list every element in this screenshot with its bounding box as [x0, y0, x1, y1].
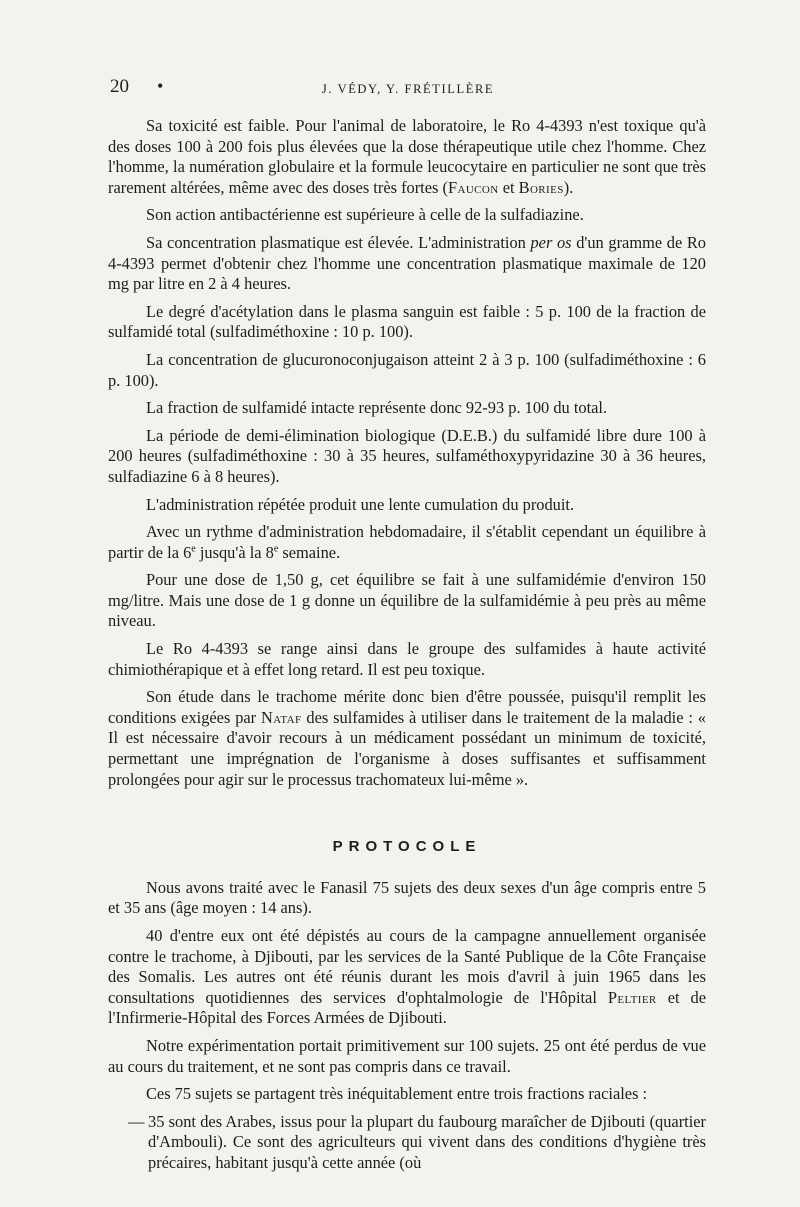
- body-text: [108, 116, 706, 1174]
- paragraph-lost-to-follow-up: Notre expérimentation portait primitivement sur 100 sujets. 25 ont été perdus de vue au cours du traitement, et ne sont pas compris dans ce travail.: [108, 1035, 706, 1076]
- paragraph-subjects: Nous avons traité avec le Fanasil 75 sujets des deux sexes d'un âge compris entre 5 et 35 ans (âge moyen : 14 ans).: [108, 877, 706, 918]
- author-name: Bories: [518, 177, 564, 197]
- paragraph-toxicity: Sa toxicité est faible. Pour l'animal de laboratoire, le Ro 4-4393 n'est toxique qu'à des doses 100 à 200 fois plus élevées que la dose thérapeutique utile chez l'homme. Chez l'homme, la numération globulaire et la formule leucocytaire en particulier ne sont que très rarement altérées, même avec des doses très fortes (Faucon et Bories).: [108, 116, 706, 197]
- paragraph-cumulation: L'administration répétée produit une lente cumulation du produit.: [146, 494, 575, 514]
- paragraph-racial-fractions: Ces 75 sujets se partagent très inéquitablement entre trois fractions raciales :: [146, 1084, 648, 1104]
- hospital-name: Peltier: [607, 987, 657, 1007]
- header-bullet: •: [157, 76, 164, 96]
- paragraph-recruitment: 40 d'entre eux ont été dépistés au cours de la campagne annuellement organisée contre le trachome, à Djibouti, par les services de la Santé Publique de la Côte Française des Somalis. Les autres ont été réunis durant les mois d'avril à juin 1965 dans les consultations quotidiennes des services d'ophtalmologie de l'Hôpital Peltier et de l'Infirmerie-Hôpital des Forces Armées de Djibouti.: [108, 926, 706, 1028]
- paragraph-antibacterial: Son action antibactérienne est supérieure à celle de la sulfadiazine.: [146, 205, 584, 225]
- author-name: Faucon: [447, 177, 499, 197]
- paragraph-acetylation: Le degré d'acétylation dans le plasma sanguin est faible : 5 p. 100 de la fraction de sulfamidé total (sulfadiméthoxine : 10 p. 100).: [108, 301, 706, 342]
- paragraph-trachoma-study: Son étude dans le trachome mérite donc bien d'être poussée, puisqu'il remplit les conditions exigées par Nataf des sulfamides à utiliser dans le traitement de la maladie : « Il est nécessaire d'avoir recours à un médicament possédant un minimum de toxicité, permettant une imprégnation de l'organisme à doses suffisantes et suffisamment prolongées pour agir sur le processus trachomateux lui-même ».: [108, 687, 706, 789]
- running-head: J. VÉDY, Y. FRÉTILLÈRE: [321, 82, 495, 96]
- paragraph-glucuronoconjugation: La concentration de glucuronoconjugaison atteint 2 à 3 p. 100 (sulfadiméthoxine : 6 p. 100).: [108, 349, 706, 390]
- page-header: [110, 76, 706, 100]
- list-dash: —: [128, 1111, 145, 1131]
- page-number: 20: [110, 76, 129, 97]
- paragraph-intact-fraction: La fraction de sulfamidé intacte représente donc 92-93 p. 100 du total.: [146, 398, 608, 418]
- author-name: Nataf: [261, 707, 302, 727]
- list-item: [108, 1112, 706, 1174]
- paragraph-plasma-concentration: Sa concentration plasmatique est élevée. L'administration per os d'un gramme de Ro 4-4393 permet d'obtenir chez l'homme une concentration plasmatique maximale de 120 mg par litre en 2 à 4 heures.: [108, 232, 706, 294]
- section-heading: PROTOCOLE: [332, 838, 482, 856]
- paragraph-dose-equilibrium: Pour une dose de 1,50 g, cet équilibre se fait à une sulfamidémie d'environ 150 mg/litre. Mais une dose de 1 g donne un équilibre de la sulfamidémie à peu près au même niveau.: [108, 570, 706, 631]
- paragraph-weekly-rhythm: Avec un rythme d'administration hebdomadaire, il s'établit cependant un équilibre à partir de la 6e jusqu'à la 8e semaine.: [108, 522, 706, 562]
- paragraph-classification: Le Ro 4-4393 se range ainsi dans le groupe des sulfamides à haute activité chimiothérapique et à effet long retard. Il est peu toxique.: [108, 639, 706, 679]
- paragraph-half-life: La période de demi-élimination biologique (D.E.B.) du sulfamidé libre dure 100 à 200 heures (sulfadiméthoxine : 30 à 35 heures, sulfaméthoxypyridazine 30 à 36 heures, sulfadiazine 6 à 8 heures).: [108, 425, 706, 486]
- latin-term: per os: [530, 232, 572, 252]
- list-item-text: 35 sont des Arabes, issus pour la plupart du faubourg maraîcher de Djibouti (quartier d'Ambouli). Ce sont des agriculteurs qui vivent dans des conditions d'hygiène très précaires, habitant jusqu'à cette année (où: [148, 1111, 706, 1172]
